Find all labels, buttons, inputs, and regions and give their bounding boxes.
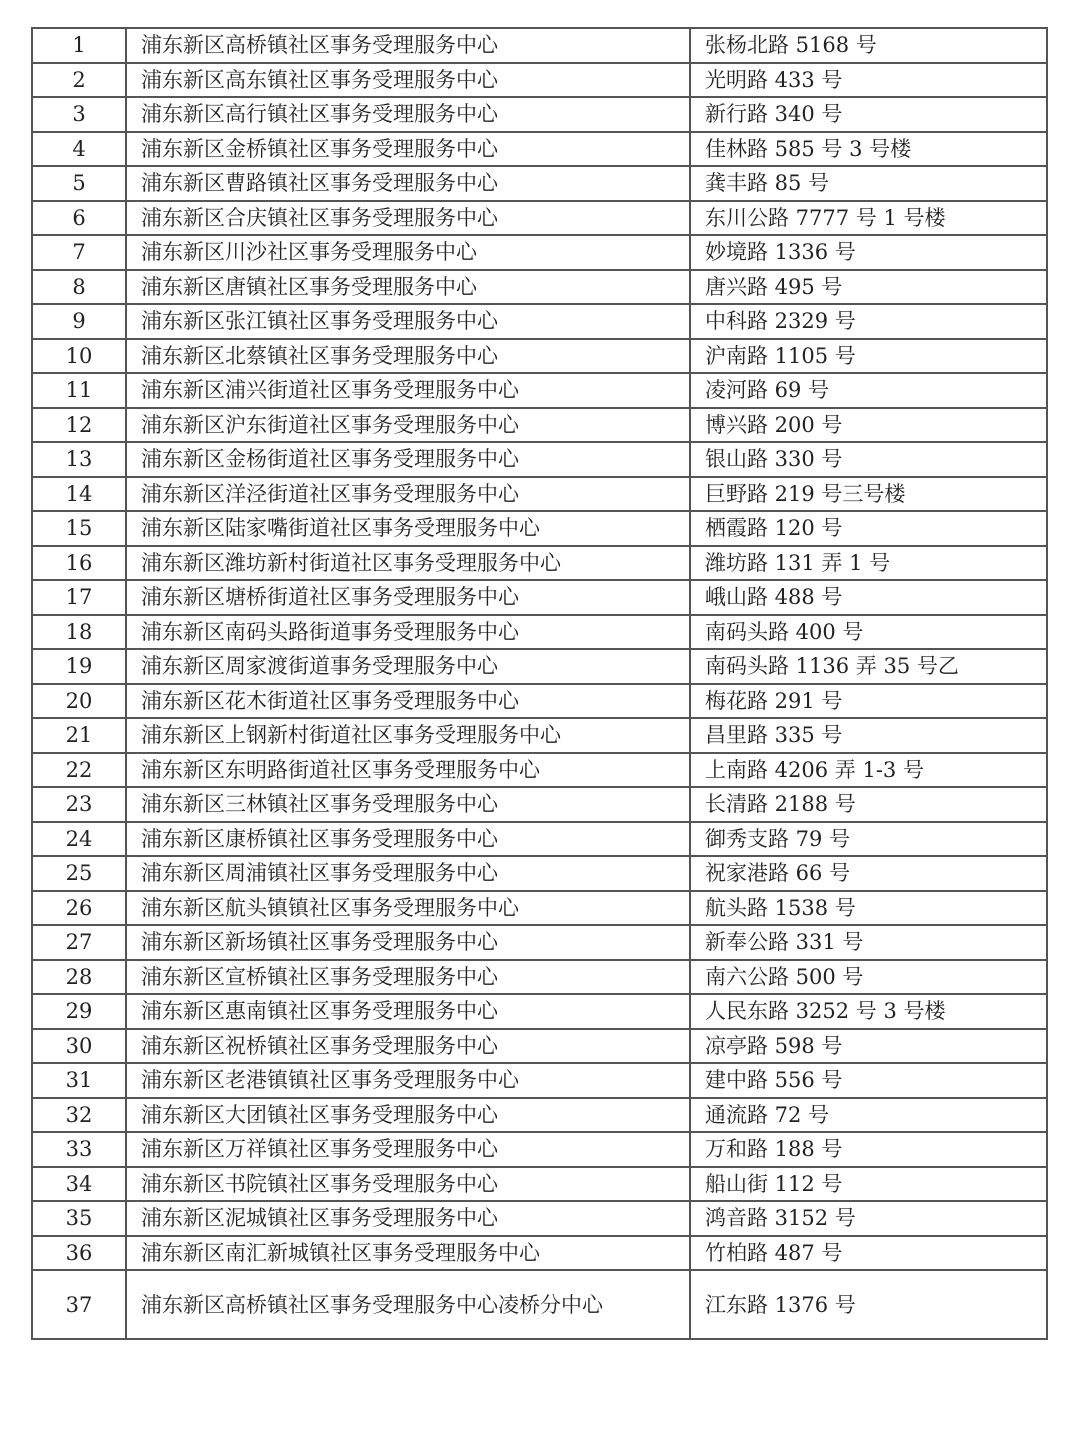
row-number: 27: [32, 925, 126, 960]
center-address: 南码头路 400 号: [690, 615, 1047, 650]
center-name: 浦东新区上钢新村街道社区事务受理服务中心: [126, 718, 690, 753]
center-address: 江东路 1376 号: [690, 1270, 1047, 1339]
row-number: 28: [32, 960, 126, 995]
center-address: 沪南路 1105 号: [690, 339, 1047, 374]
row-number: 6: [32, 201, 126, 236]
center-name: 浦东新区航头镇镇社区事务受理服务中心: [126, 891, 690, 926]
center-name: 浦东新区南汇新城镇社区事务受理服务中心: [126, 1236, 690, 1271]
center-name: 浦东新区老港镇镇社区事务受理服务中心: [126, 1063, 690, 1098]
row-number: 30: [32, 1029, 126, 1064]
center-name: 浦东新区新场镇社区事务受理服务中心: [126, 925, 690, 960]
center-address: 御秀支路 79 号: [690, 822, 1047, 857]
row-number: 21: [32, 718, 126, 753]
center-name: 浦东新区沪东街道社区事务受理服务中心: [126, 408, 690, 443]
center-name: 浦东新区塘桥街道社区事务受理服务中心: [126, 580, 690, 615]
center-address: 梅花路 291 号: [690, 684, 1047, 719]
row-number: 11: [32, 373, 126, 408]
table-row: [32, 1063, 1047, 1098]
center-name: 浦东新区曹路镇社区事务受理服务中心: [126, 166, 690, 201]
table-row: [32, 994, 1047, 1029]
table-row: [32, 132, 1047, 167]
row-number: 15: [32, 511, 126, 546]
center-name: 浦东新区康桥镇社区事务受理服务中心: [126, 822, 690, 857]
center-name: 浦东新区唐镇社区事务受理服务中心: [126, 270, 690, 305]
center-address: 龚丰路 85 号: [690, 166, 1047, 201]
row-number: 1: [32, 28, 126, 63]
row-number: 33: [32, 1132, 126, 1167]
table-row: [32, 1236, 1047, 1271]
row-number: 23: [32, 787, 126, 822]
row-number: 31: [32, 1063, 126, 1098]
row-number: 25: [32, 856, 126, 891]
row-number: 4: [32, 132, 126, 167]
center-name: 浦东新区花木街道社区事务受理服务中心: [126, 684, 690, 719]
service-center-table: [31, 27, 1048, 1340]
center-address: 南码头路 1136 弄 35 号乙: [690, 649, 1047, 684]
center-address: 船山街 112 号: [690, 1167, 1047, 1202]
row-number: 24: [32, 822, 126, 857]
table-row: [32, 442, 1047, 477]
center-address: 凉亭路 598 号: [690, 1029, 1047, 1064]
center-name: 浦东新区张江镇社区事务受理服务中心: [126, 304, 690, 339]
row-number: 35: [32, 1201, 126, 1236]
table-row: [32, 1029, 1047, 1064]
table-row: [32, 166, 1047, 201]
row-number: 36: [32, 1236, 126, 1271]
center-name: 浦东新区万祥镇社区事务受理服务中心: [126, 1132, 690, 1167]
table-row: [32, 546, 1047, 581]
table-row: [32, 925, 1047, 960]
row-number: 5: [32, 166, 126, 201]
center-address: 新行路 340 号: [690, 97, 1047, 132]
row-number: 17: [32, 580, 126, 615]
center-address: 祝家港路 66 号: [690, 856, 1047, 891]
table-row: [32, 201, 1047, 236]
table-row: [32, 822, 1047, 857]
center-address: 博兴路 200 号: [690, 408, 1047, 443]
center-address: 通流路 72 号: [690, 1098, 1047, 1133]
center-address: 佳林路 585 号 3 号楼: [690, 132, 1047, 167]
center-name: 浦东新区三林镇社区事务受理服务中心: [126, 787, 690, 822]
center-name: 浦东新区北蔡镇社区事务受理服务中心: [126, 339, 690, 374]
center-name: 浦东新区浦兴街道社区事务受理服务中心: [126, 373, 690, 408]
row-number: 8: [32, 270, 126, 305]
table-row: [32, 649, 1047, 684]
center-name: 浦东新区高行镇社区事务受理服务中心: [126, 97, 690, 132]
row-number: 12: [32, 408, 126, 443]
table-row: [32, 235, 1047, 270]
center-name: 浦东新区书院镇社区事务受理服务中心: [126, 1167, 690, 1202]
center-name: 浦东新区东明路街道社区事务受理服务中心: [126, 753, 690, 788]
row-number: 13: [32, 442, 126, 477]
row-number: 2: [32, 63, 126, 98]
table-row: [32, 373, 1047, 408]
table-row: [32, 408, 1047, 443]
table-body: [32, 28, 1047, 1339]
row-number: 7: [32, 235, 126, 270]
row-number: 32: [32, 1098, 126, 1133]
table-row: [32, 787, 1047, 822]
center-name: 浦东新区陆家嘴街道社区事务受理服务中心: [126, 511, 690, 546]
center-name: 浦东新区惠南镇社区事务受理服务中心: [126, 994, 690, 1029]
center-address: 凌河路 69 号: [690, 373, 1047, 408]
row-number: 34: [32, 1167, 126, 1202]
center-name: 浦东新区合庆镇社区事务受理服务中心: [126, 201, 690, 236]
center-address: 长清路 2188 号: [690, 787, 1047, 822]
table-row: [32, 856, 1047, 891]
row-number: 14: [32, 477, 126, 512]
center-address: 鸿音路 3152 号: [690, 1201, 1047, 1236]
center-address: 妙境路 1336 号: [690, 235, 1047, 270]
row-number: 19: [32, 649, 126, 684]
table-row: [32, 477, 1047, 512]
table-row: [32, 718, 1047, 753]
table-row: [32, 753, 1047, 788]
table-row: [32, 511, 1047, 546]
row-number: 9: [32, 304, 126, 339]
table-row: [32, 339, 1047, 374]
center-address: 人民东路 3252 号 3 号楼: [690, 994, 1047, 1029]
row-number: 10: [32, 339, 126, 374]
center-name: 浦东新区泥城镇社区事务受理服务中心: [126, 1201, 690, 1236]
row-number: 29: [32, 994, 126, 1029]
row-number: 22: [32, 753, 126, 788]
center-address: 南六公路 500 号: [690, 960, 1047, 995]
center-address: 光明路 433 号: [690, 63, 1047, 98]
row-number: 16: [32, 546, 126, 581]
center-name: 浦东新区周家渡街道事务受理服务中心: [126, 649, 690, 684]
table-row: [32, 1201, 1047, 1236]
center-name: 浦东新区洋泾街道社区事务受理服务中心: [126, 477, 690, 512]
center-name: 浦东新区金桥镇社区事务受理服务中心: [126, 132, 690, 167]
center-address: 新奉公路 331 号: [690, 925, 1047, 960]
center-name: 浦东新区宣桥镇社区事务受理服务中心: [126, 960, 690, 995]
center-address: 航头路 1538 号: [690, 891, 1047, 926]
row-number: 18: [32, 615, 126, 650]
table-row: [32, 97, 1047, 132]
center-name: 浦东新区高东镇社区事务受理服务中心: [126, 63, 690, 98]
center-address: 唐兴路 495 号: [690, 270, 1047, 305]
center-name: 浦东新区川沙社区事务受理服务中心: [126, 235, 690, 270]
table-row: [32, 891, 1047, 926]
center-address: 建中路 556 号: [690, 1063, 1047, 1098]
center-name: 浦东新区金杨街道社区事务受理服务中心: [126, 442, 690, 477]
center-name: 浦东新区周浦镇社区事务受理服务中心: [126, 856, 690, 891]
table-row: [32, 615, 1047, 650]
center-name: 浦东新区大团镇社区事务受理服务中心: [126, 1098, 690, 1133]
center-name: 浦东新区高桥镇社区事务受理服务中心: [126, 28, 690, 63]
center-name: 浦东新区潍坊新村街道社区事务受理服务中心: [126, 546, 690, 581]
table-row: [32, 1270, 1047, 1339]
center-name: 浦东新区南码头路街道事务受理服务中心: [126, 615, 690, 650]
table-row: [32, 960, 1047, 995]
center-address: 竹柏路 487 号: [690, 1236, 1047, 1271]
center-address: 东川公路 7777 号 1 号楼: [690, 201, 1047, 236]
table-row: [32, 1132, 1047, 1167]
center-address: 潍坊路 131 弄 1 号: [690, 546, 1047, 581]
row-number: 20: [32, 684, 126, 719]
table-row: [32, 1098, 1047, 1133]
center-address: 张杨北路 5168 号: [690, 28, 1047, 63]
table-row: [32, 63, 1047, 98]
table-row: [32, 28, 1047, 63]
row-number: 37: [32, 1270, 126, 1339]
row-number: 3: [32, 97, 126, 132]
center-name: 浦东新区祝桥镇社区事务受理服务中心: [126, 1029, 690, 1064]
center-address: 昌里路 335 号: [690, 718, 1047, 753]
center-address: 银山路 330 号: [690, 442, 1047, 477]
center-address: 峨山路 488 号: [690, 580, 1047, 615]
center-address: 万和路 188 号: [690, 1132, 1047, 1167]
center-address: 中科路 2329 号: [690, 304, 1047, 339]
row-number: 26: [32, 891, 126, 926]
center-address: 上南路 4206 弄 1-3 号: [690, 753, 1047, 788]
table-row: [32, 1167, 1047, 1202]
table-row: [32, 304, 1047, 339]
table-row: [32, 270, 1047, 305]
center-name: 浦东新区高桥镇社区事务受理服务中心凌桥分中心: [126, 1270, 690, 1339]
table-row: [32, 580, 1047, 615]
table-row: [32, 684, 1047, 719]
center-address: 栖霞路 120 号: [690, 511, 1047, 546]
center-address: 巨野路 219 号三号楼: [690, 477, 1047, 512]
